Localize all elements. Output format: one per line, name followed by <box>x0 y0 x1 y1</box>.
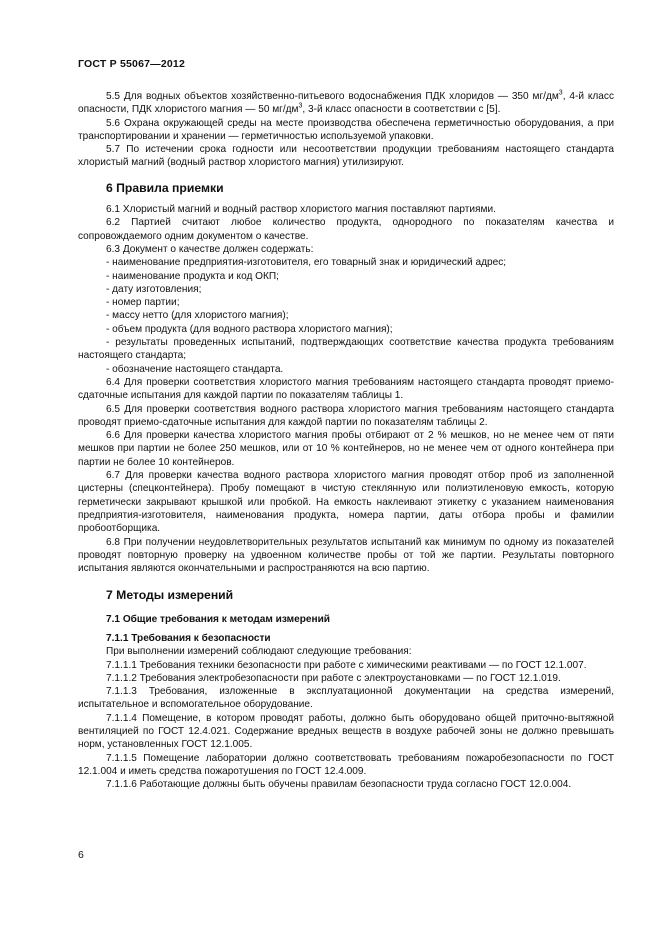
subsection-7-1-heading: 7.1 Общие требования к методам измерений <box>106 613 331 625</box>
list-item: - наименование продукта и код ОКП; <box>106 270 279 282</box>
document-body <box>78 90 614 792</box>
paragraph-7-1-1-intro: При выполнении измерений соблюдают следующие требования: <box>106 646 412 658</box>
list-item: - результаты проведенных испытаний, подтверждающих соответствие качества продукта требованиям настоящего стандарта; <box>78 337 614 362</box>
list-item: - объем продукта (для водного раствора хлористого магния); <box>106 323 393 335</box>
paragraph-7-1-1-5: 7.1.1.5 Помещение лаборатории должно соответствовать требованиям пожаробезопасности по ГОСТ 12.1.004 и иметь средства пожаротушения по ГОСТ 12.4.009. <box>78 752 614 777</box>
paragraph-5-5: 5.5 Для водных объектов хозяйственно-питьевого водоснабжения ПДК хлоридов — 350 $мг/дм^3$, 4-й класс опасности, ПДК хлористого магния — 50 $мг/дм^3$, 3-й класс опасности в соответствии с [5]. <box>78 89 615 116</box>
subsection-7-1-1-heading: 7.1.1 Требования к безопасности <box>106 632 271 644</box>
paragraph-6-3: 6.3 Документ о качестве должен содержать: <box>106 243 314 255</box>
paragraph-7-1-1-1: 7.1.1.1 Требования техники безопасности при работе с химическими реактивами — по ГОСТ 12.1.007. <box>106 659 587 671</box>
list-item: - номер партии; <box>106 297 180 309</box>
paragraph-6-7: 6.7 Для проверки качества водного раствора хлористого магния проводят отбор проб из заполненной цистерны (спецконтейнера). Пробу помещают в чистую стеклянную или полиэтиленовую емкость, которую герметически закрывают крышкой или пробкой. На емкость наклеивают этикетку с указанием наименования предприятия-изготовителя, наименования продукта, номера партии, даты отбора пробы и фамилии пробоотборщика. <box>78 470 614 535</box>
section-6-heading: 6 Правила приемки <box>106 180 224 195</box>
list-item: - наименование предприятия-изготовителя, его товарный знак и юридический адрес; <box>106 257 507 269</box>
paragraph-6-5: 6.5 Для проверки соответствия водного раствора хлористого магния требованиям настоящего стандарта проводят приемо-сдаточные испытания для каждой партии по показателям таблицы 2. <box>78 403 614 428</box>
section-7-heading: 7 Методы измерений <box>106 588 234 603</box>
page-number: 6 <box>78 849 84 861</box>
paragraph-5-6: 5.6 Охрана окружающей среды на месте производства обеспечена герметичностью оборудования, а при транспортировании и хранении — герметичностью используемой упаковки. <box>78 117 614 142</box>
paragraph-7-1-1-2: 7.1.1.2 Требования электробезопасности при работе с электроустановками — по ГОСТ 12.1.019. <box>106 672 561 684</box>
superscript: 3 <box>558 89 563 97</box>
paragraph-7-1-1-6: 7.1.1.6 Работающие должны быть обучены правилам безопасности труда согласно ГОСТ 12.0.004. <box>106 779 572 791</box>
paragraph-6-2: 6.2 Партией считают любое количество продукта, однородного по показателям качества и сопровождаемого одним документом о качестве. <box>78 217 614 242</box>
superscript: 3 <box>298 102 303 110</box>
paragraph-6-4: 6.4 Для проверки соответствия хлористого магния требованиям настоящего стандарта проводят приемо-сдаточные испытания для каждой партии по показателям таблицы 1. <box>78 376 614 402</box>
list-item: - массу нетто (для хлористого магния); <box>106 310 289 322</box>
list-item: - дату изготовления; <box>106 283 202 295</box>
paragraph-7-1-1-4: 7.1.1.4 Помещение, в котором проводят работы, должно быть оборудовано общей приточно-вытяжной вентиляцией по ГОСТ 12.4.021. Содержание вредных веществ в воздухе рабочей зоны не должно превышать норм, установленных ГОСТ 12.1.005. <box>78 712 614 751</box>
paragraph-7-1-1-3: 7.1.1.3 Требования, изложенные в эксплуатационной документации на средства измерений, испытательное и вспомогательное оборудование. <box>78 686 614 711</box>
list-item: - обозначение настоящего стандарта. <box>106 363 284 375</box>
paragraph-6-1: 6.1 Хлористый магний и водный раствор хлористого магния поставляют партиями. <box>106 204 496 216</box>
paragraph-6-8: 6.8 При получении неудовлетворительных результатов испытаний как минимум по одному из показателей проводят повторную проверку на удвоенном количестве пробы от той же партии. Результаты повторного испытания являются окончательными и распространяются на всю партию. <box>78 536 614 575</box>
paragraph-5-7: 5.7 По истечении срока годности или несоответствии продукции требованиям настоящего стандарта хлористый магний (водный раствор хлористого магния) утилизируют. <box>78 144 614 169</box>
document-header: ГОСТ Р 55067—2012 <box>78 58 186 70</box>
paragraph-6-6: 6.6 Для проверки качества хлористого магния пробы отбирают от 2 % мешков, но не менее чем от пяти мешков при партии не более 250 мешков, или от 10 % контейнеров, но не менее чем от одного контейнера при партии не более 10 контейнеров. <box>78 430 614 468</box>
